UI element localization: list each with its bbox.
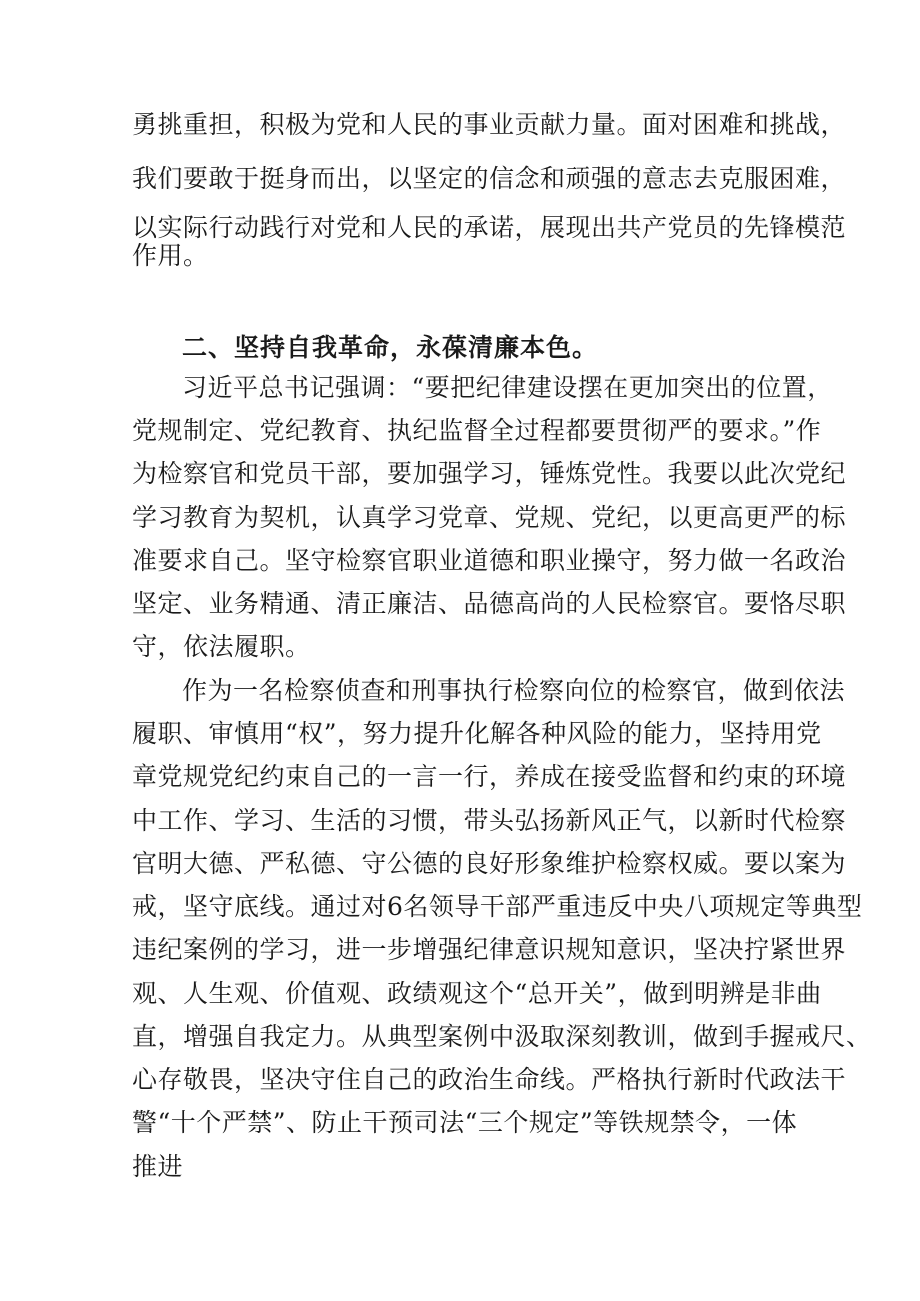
- paragraph-line: 勇挑重担，积极为党和人民的事业贡献力量。面对困难和挑战，: [132, 110, 847, 139]
- paragraph-line: 推进: [132, 1152, 184, 1181]
- paragraph-line: 准要求自己。坚守检察官职业道德和职业操守，努力做一名政治: [132, 546, 847, 575]
- paragraph-line: 党规制定、党纪教育、执纪监督全过程都要贯彻严的要求。”作: [132, 416, 822, 445]
- paragraph-line: 官明大德、严私德、守公德的良好形象维护检察权威。要以案为: [132, 849, 847, 878]
- section-heading: 二、坚持自我革命，永葆清廉本色。: [182, 333, 599, 362]
- paragraph-line: 章党规党纪约束自己的一言一行，养成在接受监督和约束的环境: [132, 762, 847, 791]
- paragraph-line: 作用。: [132, 241, 209, 270]
- paragraph-line: 守，依法履职。: [132, 632, 311, 661]
- paragraph-line: 作为一名检察侦查和刑事执行检察向位的检察官，做到依法: [182, 676, 846, 705]
- paragraph-line: 警“十个严禁”、防止干预司法“三个规定”等铁规禁令，一体: [132, 1108, 798, 1137]
- paragraph-line: 心存敬畏，坚决守住自己的政治生命线。严格执行新时代政法干: [132, 1065, 847, 1094]
- paragraph-line: 学习教育为契机，认真学习党章、党规、党纪，以更高更严的标: [132, 503, 847, 532]
- paragraph-line: 我们要敢于挺身而出，以坚定的信念和顽强的意志去克服困难，: [132, 164, 847, 193]
- paragraph-line: 履职、审慎用“权”，努力提升化解各种风险的能力，坚持用党: [132, 719, 822, 748]
- paragraph-line: 以实际行动践行对党和人民的承诺，展现出共产党员的先锋模范: [132, 213, 847, 242]
- paragraph-line: 坚定、业务精通、清正廉洁、品德高尚的人民检察官。要恪尽职: [132, 589, 847, 618]
- paragraph-line: 直，增强自我定力。从典型案例中汲取深刻教训，做到手握戒尺、: [132, 1022, 872, 1051]
- paragraph-line: 观、人生观、价值观、政绩观这个“总开关”，做到明辨是非曲: [132, 979, 822, 1008]
- paragraph-line: 为检察官和党员干部，要加强学习，锤炼党性。我要以此次党纪: [132, 459, 847, 488]
- paragraph-line: 戒，坚守底线。通过对6名领导干部严重违反中央八项规定等典型: [132, 892, 863, 921]
- paragraph-line: 习近平总书记强调：“要把纪律建设摆在更加突出的位置，: [182, 373, 833, 402]
- paragraph-line: 中工作、学习、生活的习惯，带头弘扬新风正气，以新时代检察: [132, 806, 847, 835]
- paragraph-line: 违纪案例的学习，进一步增强纪律意识规知意识，坚决拧紧世界: [132, 935, 847, 964]
